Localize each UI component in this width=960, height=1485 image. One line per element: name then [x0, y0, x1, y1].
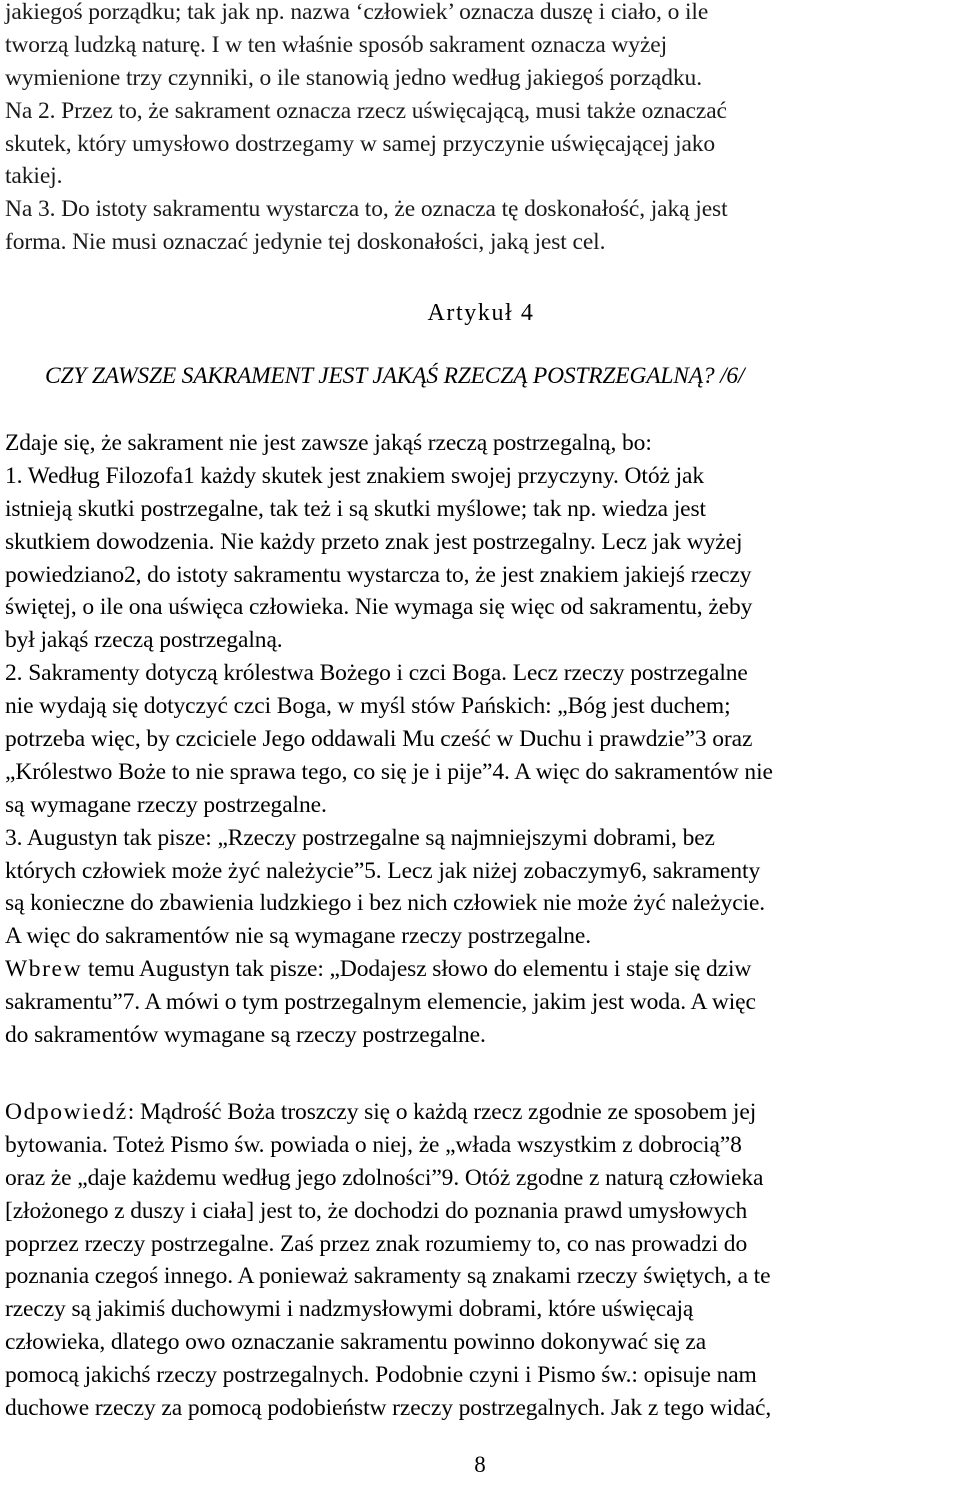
- text-line: był jakąś rzeczą postrzegalną.: [5, 627, 283, 654]
- text-line: świętej, o ile ona uświęca człowieka. Nie wymaga się więc od sakramentu, żeby: [5, 594, 753, 621]
- text-line: forma. Nie musi oznaczać jedynie tej doskonałości, jaką jest cel.: [5, 229, 606, 256]
- text-line: człowieka, dlatego owo oznaczanie sakramentu powinno dokonywać się za: [5, 1329, 707, 1356]
- text-line: są wymagane rzeczy postrzegalne.: [5, 791, 327, 818]
- text-line: sakramentu”7. A mówi o tym postrzegalnym elemencie, jakim jest woda. A więc: [5, 989, 756, 1016]
- answer-section: [5, 1096, 957, 1425]
- text-line: poprzez rzeczy postrzegalne. Zaś przez znak rozumiemy to, co nas prowadzi do: [5, 1230, 748, 1257]
- text-line: jakiegoś porządku; tak jak np. nazwa ‘człowiek’ oznacza duszę i ciało, o ile: [5, 0, 709, 25]
- text-line: tworzą ludzką naturę. I w ten właśnie sposób sakrament oznacza wyżej: [5, 31, 668, 58]
- text-line: oraz że „daje każdemu według jego zdolności”9. Otóż zgodne z naturą człowieka: [5, 1164, 764, 1191]
- contra-line: [5, 953, 957, 986]
- text-line: A więc do sakramentów nie są wymagane rzeczy postrzegalne.: [5, 923, 592, 950]
- article-heading: Artykuł 4: [427, 300, 535, 326]
- text-line: „Królestwo Boże to nie sprawa tego, co się je i pije”4. A więc do sakramentów nie: [5, 758, 773, 785]
- text-line: wymienione trzy czynniki, o ile stanowią jedno według jakiegoś porządku.: [5, 64, 702, 91]
- text-line: 1. Według Filozofa1 każdy skutek jest znakiem swojej przyczyny. Otóż jak: [5, 462, 704, 489]
- text-line: bytowania. Toteż Pismo św. powiada o niej, że „włada wszystkim z dobrocią”8: [5, 1131, 742, 1158]
- text-line: rzeczy są jakimiś duchowymi i nadzmysłowymi dobrami, które uświęcają: [5, 1296, 694, 1323]
- text-line: skutkiem dowodzenia. Nie każdy przeto znak jest postrzegalny. Lecz jak wyżej: [5, 528, 743, 555]
- page-number: 8: [474, 1452, 486, 1477]
- text-line: Na 2. Przez to, że sakrament oznacza rzecz uświęcającą, musi także oznaczać: [5, 97, 727, 124]
- text-line: duchowe rzeczy za pomocą podobieństw rzeczy postrzegalnych. Jak z tego widać,: [5, 1395, 772, 1422]
- answer-text: : Mądrość Boża troszczy się o każdą rzecz zgodnie ze sposobem jej: [127, 1099, 757, 1125]
- text-line: których człowiek może żyć należycie”5. Lecz jak niżej zobaczymy6, sakramenty: [5, 857, 761, 884]
- text-line: 3. Augustyn tak pisze: „Rzeczy postrzegalne są najmniejszymi dobrami, bez: [5, 824, 715, 851]
- top-paragraph: [5, 0, 957, 259]
- text-line: Na 3. Do istoty sakramentu wystarcza to, że oznacza tę doskonałość, jaką jest: [5, 196, 728, 223]
- text-line: są konieczne do zbawienia ludzkiego i bez nich człowiek nie może żyć należycie.: [5, 890, 766, 917]
- text-line: istnieją skutki postrzegalne, tak też i są skutki myślowe; tak np. wiedza jest: [5, 495, 706, 522]
- answer-line: [5, 1096, 957, 1129]
- text-line: Zdaje się, że sakrament nie jest zawsze jakąś rzeczą postrzegalną, bo:: [5, 430, 652, 456]
- article-question: CZY ZAWSZE SAKRAMENT JEST JAKĄŚ RZECZĄ POSTRZEGALNĄ? /6/: [45, 363, 745, 389]
- contra-text: temu Augustyn tak pisze: „Dodajesz słowo do elementu i staje się dziw: [82, 956, 752, 983]
- text-line: 2. Sakramenty dotyczą królestwa Bożego i czci Boga. Lecz rzeczy postrzegalne: [5, 660, 748, 687]
- contra-lead: Wbrew: [5, 956, 83, 983]
- text-line: nie wydają się dotyczyć czci Boga, w myśl stów Pańskich: „Bóg jest duchem;: [5, 693, 731, 720]
- text-line: pomocą jakichś rzeczy postrzegalnych. Podobnie czyni i Pismo św.: opisuje nam: [5, 1362, 757, 1389]
- text-line: skutek, który umysłowo dostrzegamy w samej przyczynie uświęcającej jako: [5, 130, 716, 157]
- text-line: potrzeba więc, by czciciele Jego oddawali Mu cześć w Duchu i prawdzie”3 oraz: [5, 726, 753, 753]
- text-line: powiedziano2, do istoty sakramentu wystarcza to, że jest znakiem jakiejś rzeczy: [5, 561, 752, 588]
- text-line: [złożonego z duszy i ciała] jest to, że dochodzi do poznania prawd umysłowych: [5, 1197, 748, 1224]
- text-line: do sakramentów wymagane są rzeczy postrzegalne.: [5, 1022, 486, 1049]
- answer-lead: Odpowiedź: [5, 1099, 128, 1125]
- text-line: takiej.: [5, 163, 63, 190]
- arguments-section: [5, 427, 957, 1052]
- text-line: poznania czegoś innego. A ponieważ sakramenty są znakami rzeczy świętych, a te: [5, 1263, 771, 1290]
